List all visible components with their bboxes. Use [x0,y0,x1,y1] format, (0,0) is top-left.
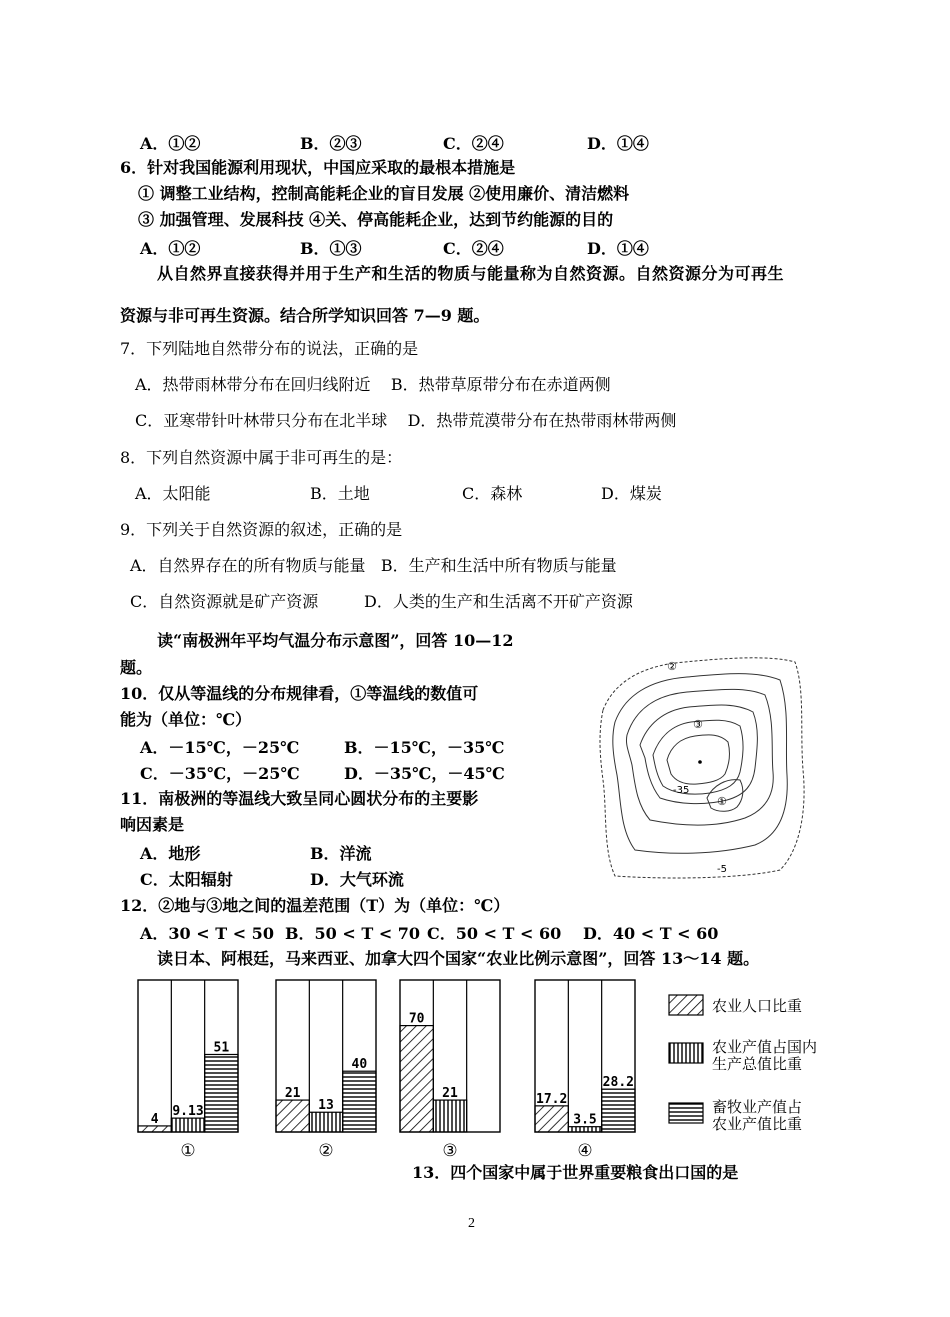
q6-option-c: C．②④ [443,239,504,258]
group-label-2: ② [318,1141,334,1161]
q10-option-d: D．－35℃，－45℃ [344,764,505,783]
q10-option-b: B．－15℃，－35℃ [344,738,505,757]
bar-label-1-2: 9.13 [172,1104,204,1120]
bar-label-3-2: 21 [442,1086,458,1102]
q11-option-d: D．大气环流 [310,870,404,889]
bar-1-series-3 [205,1054,238,1132]
q8-option-d: D．煤炭 [601,484,662,503]
legend-label-2b: 生产总值比重 [712,1055,803,1073]
antarctica-isotherm-map [595,650,810,885]
q10-stem-line2: 能为（单位：℃） [120,710,252,729]
q12-option-b: B．50 < T < 70 [285,924,421,943]
q11-stem-line1: 11．南极洲的等温线大致呈同心圆状分布的主要影 [120,789,479,808]
q7-stem: 7．下列陆地自然带分布的说法，正确的是 [120,339,419,358]
q9-row1: A．自然界存在的所有物质与能量 B．生产和生活中所有物质与能量 [130,556,617,575]
q12-option-a: A．30 < T < 50 [140,924,274,943]
legend-swatch-vertical [668,1042,704,1064]
q6-stem: 6．针对我国能源利用现状，中国应采取的最根本措施是 [120,158,516,177]
bar-label-4-1: 17.2 [536,1091,568,1107]
q5-option-b: B．②③ [300,134,362,153]
bar-label-1-1: 4 [150,1111,159,1127]
q6-option-d: D．①④ [587,239,649,258]
q5-option-c: C．②④ [443,134,504,153]
q10-stem-line1: 10．仅从等温线的分布规律看，①等温线的数值可 [120,684,479,703]
map-label-3: ③ [693,718,703,731]
q8-option-c: C．森林 [462,484,523,503]
q10-option-a: A．－15℃，－25℃ [140,738,300,757]
q6-item2: ③ 加强管理、发展科技 ④关、停高能耗企业，达到节约能源的目的 [138,210,614,229]
bar-4-series-1 [535,1106,568,1132]
q8-option-a: A．太阳能 [135,484,211,503]
q12-option-c: C．50 < T < 60 [427,924,562,943]
agriculture-proportion-chart [130,975,650,1165]
group-label-4: ④ [577,1141,593,1161]
bar-label-2-1: 21 [284,1086,301,1102]
legend-label-1: 农业人口比重 [712,997,803,1015]
q9-stem: 9．下列关于自然资源的叙述，正确的是 [120,520,403,539]
intro-10-12-line2: 题。 [120,658,153,677]
q8-stem: 8．下列自然资源中属于非可再生的是： [120,448,403,467]
intro-7-9-line2: 资源与非可再生资源。结合所学知识回答 7—9 题。 [120,306,490,325]
chart-legend [668,990,848,1140]
map-label-minus5: -5 [717,864,727,875]
page-number: 2 [468,1216,475,1231]
q11-option-a: A．地形 [140,844,201,863]
map-label-1: ① [717,795,727,808]
intro-13-14: 读日本、阿根廷，马来西亚、加拿大四个国家“农业比例示意图”，回答 13～14 题。 [157,949,760,968]
legend-label-2a: 农业产值占国内 [712,1038,818,1056]
intro-7-9-line1: 从自然界直接获得并用于生产和生活的物质与能量称为自然资源。自然资源分为可再生 [157,264,785,283]
q10-option-c: C．－35℃，－25℃ [140,764,300,783]
q6-option-b: B．①③ [300,239,362,258]
bar-label-2-3: 40 [351,1057,368,1073]
q8-option-b: B．土地 [310,484,370,503]
q12-option-d: D．40 < T < 60 [583,924,719,943]
group-label-3: ③ [442,1141,458,1161]
bar-3-series-2 [433,1100,466,1132]
q5-option-a: A．①② [140,134,201,153]
q6-item1: ① 调整工业结构，控制高能耗企业的盲目发展 ②使用廉价、清洁燃料 [138,184,630,203]
legend-label-3a: 畜牧业产值占 [712,1098,803,1116]
legend-swatch-horizontal [668,1102,704,1124]
bar-4-series-3 [602,1089,635,1132]
legend-swatch-diagonal [668,994,704,1016]
group-label-1: ① [180,1141,196,1161]
bar-2-series-2 [309,1112,342,1132]
bar-label-2-2: 13 [318,1098,334,1114]
q12-stem: 12．②地与③地之间的温差范围（T）为（单位：℃） [120,896,510,915]
q7-row2: C．亚寒带针叶林带只分布在北半球 D．热带荒漠带分布在热带雨林带两侧 [135,411,677,430]
q13-stem: 13．四个国家中属于世界重要粮食出口国的是 [412,1163,739,1182]
q9-row2: C．自然资源就是矿产资源 D．人类的生产和生活离不开矿产资源 [130,592,633,611]
map-label-minus35: -35 [673,785,690,796]
bar-label-1-3: 51 [213,1040,230,1056]
q7-row1: A．热带雨林带分布在回归线附近 B．热带草原带分布在赤道两侧 [135,375,611,394]
bar-2-series-3 [343,1071,376,1132]
bar-2-series-1 [276,1100,309,1132]
q11-option-c: C．太阳辐射 [140,870,233,889]
q6-option-a: A．①② [140,239,201,258]
q5-option-d: D．①④ [587,134,649,153]
bar-label-4-2: 3.5 [573,1112,597,1128]
bar-1-series-2 [171,1118,204,1132]
bar-label-3-1: 70 [408,1011,425,1027]
map-label-2: ② [667,660,677,673]
q11-stem-line2: 响因素是 [120,815,185,834]
q11-option-b: B．洋流 [310,844,372,863]
bar-3-series-1 [400,1026,433,1132]
bar-label-4-3: 28.2 [602,1075,634,1091]
legend-label-3b: 农业产值比重 [712,1115,803,1133]
intro-10-12-line1: 读“南极洲年平均气温分布示意图”，回答 10—12 [157,631,514,650]
